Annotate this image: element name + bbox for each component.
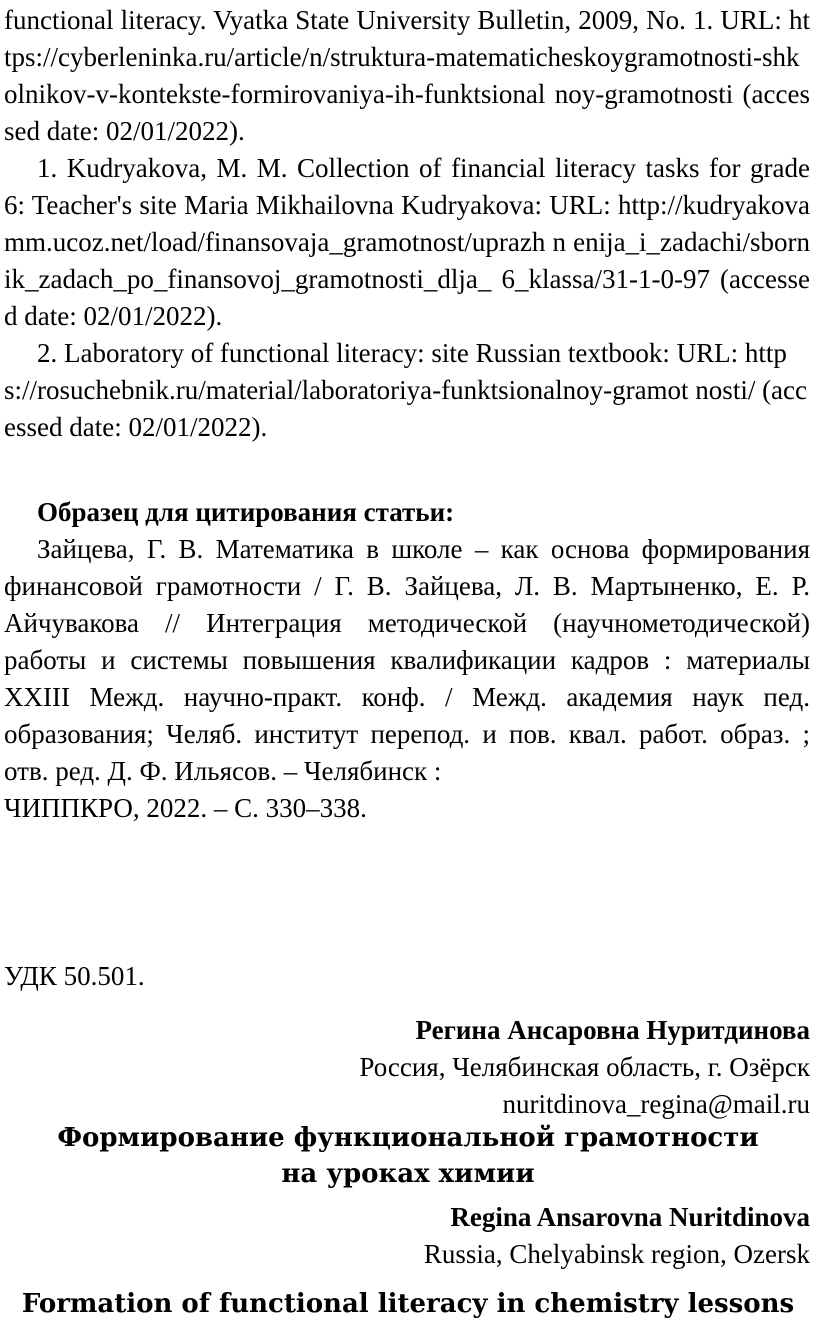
citation-section — [4, 494, 810, 827]
author-location-en: Russia, Chelyabinsk region, Ozersk — [423, 1239, 810, 1269]
author-block-en — [4, 1199, 810, 1273]
title-en: Formation of functional literacy in chemistry lessons — [21, 1289, 795, 1319]
article-title-en — [0, 1286, 816, 1322]
reference-continuation: functional literacy. Vyatka State University Bulletin, 2009, No. 1. URL: https://cyberleninka.ru/article/n/struktura-matematicheskoygramotnosti-shkolnikov-v-kontekste-formirovaniya-ih-funktsional noy-gramotnosti (accessed date: 02/01/2022). — [4, 5, 810, 146]
reference-item-2: 2. Laboratory of functional literacy: site Russian textbook: URL: https://rosuchebnik.ru/material/laboratoriya-funktsionalnoy-gramot nosti/ (accessed date: 02/01/2022). — [4, 338, 808, 442]
title-ru-line-2: на уроках химии — [281, 1159, 535, 1189]
author-name-ru: Регина Ансаровна Нуритдинова — [415, 1015, 810, 1045]
citation-text: Зайцева, Г. В. Математика в школе – как основа формирования финансовой грамотности / Г. В. Зайцева, Л. В. Мартыненко, Е. Р. Айчувакова // Интеграция методической (научнометодической) работы и системы повышения квалификации кадров : материалы XXIII Межд. научно-практ. конф. / Межд. академия наук пед. образования; Челяб. институт перепод. и пов. квал. работ. образ. ; отв. ред. Д. Ф. Ильясов. – Челябинск : — [4, 534, 810, 786]
udk-code: УДК 50.501. — [4, 961, 145, 991]
citation-publisher: ЧИППКРО, 2022. – С. 330–338. — [4, 793, 367, 823]
references-section — [4, 2, 810, 446]
article-header — [4, 958, 810, 1123]
reference-item-1: 1. Kudryakova, M. M. Collection of financial literacy tasks for grade 6: Teacher's site Maria Mikhailovna Kudryakova: URL: http://kudryakovamm.ucoz.net/load/finansovaja_gramotnost/uprazh n enija_i_zadachi/sbornik_zadach_po_finansovoj_gramotnosti_dlja_ 6_klassa/31-1-0-97 (accessed date: 02/01/2022). — [4, 153, 810, 331]
title-ru-line-1: Формирование функциональной грамотности — [57, 1123, 759, 1153]
author-name-en: Regina Ansarovna Nuritdinova — [450, 1202, 810, 1232]
article-title-ru — [0, 1120, 816, 1192]
citation-heading: Образец для цитирования статьи: — [37, 497, 455, 527]
author-location-ru: Россия, Челябинская область, г. Озёрск — [359, 1052, 810, 1082]
author-email: nuritdinova_regina@mail.ru — [502, 1089, 810, 1119]
